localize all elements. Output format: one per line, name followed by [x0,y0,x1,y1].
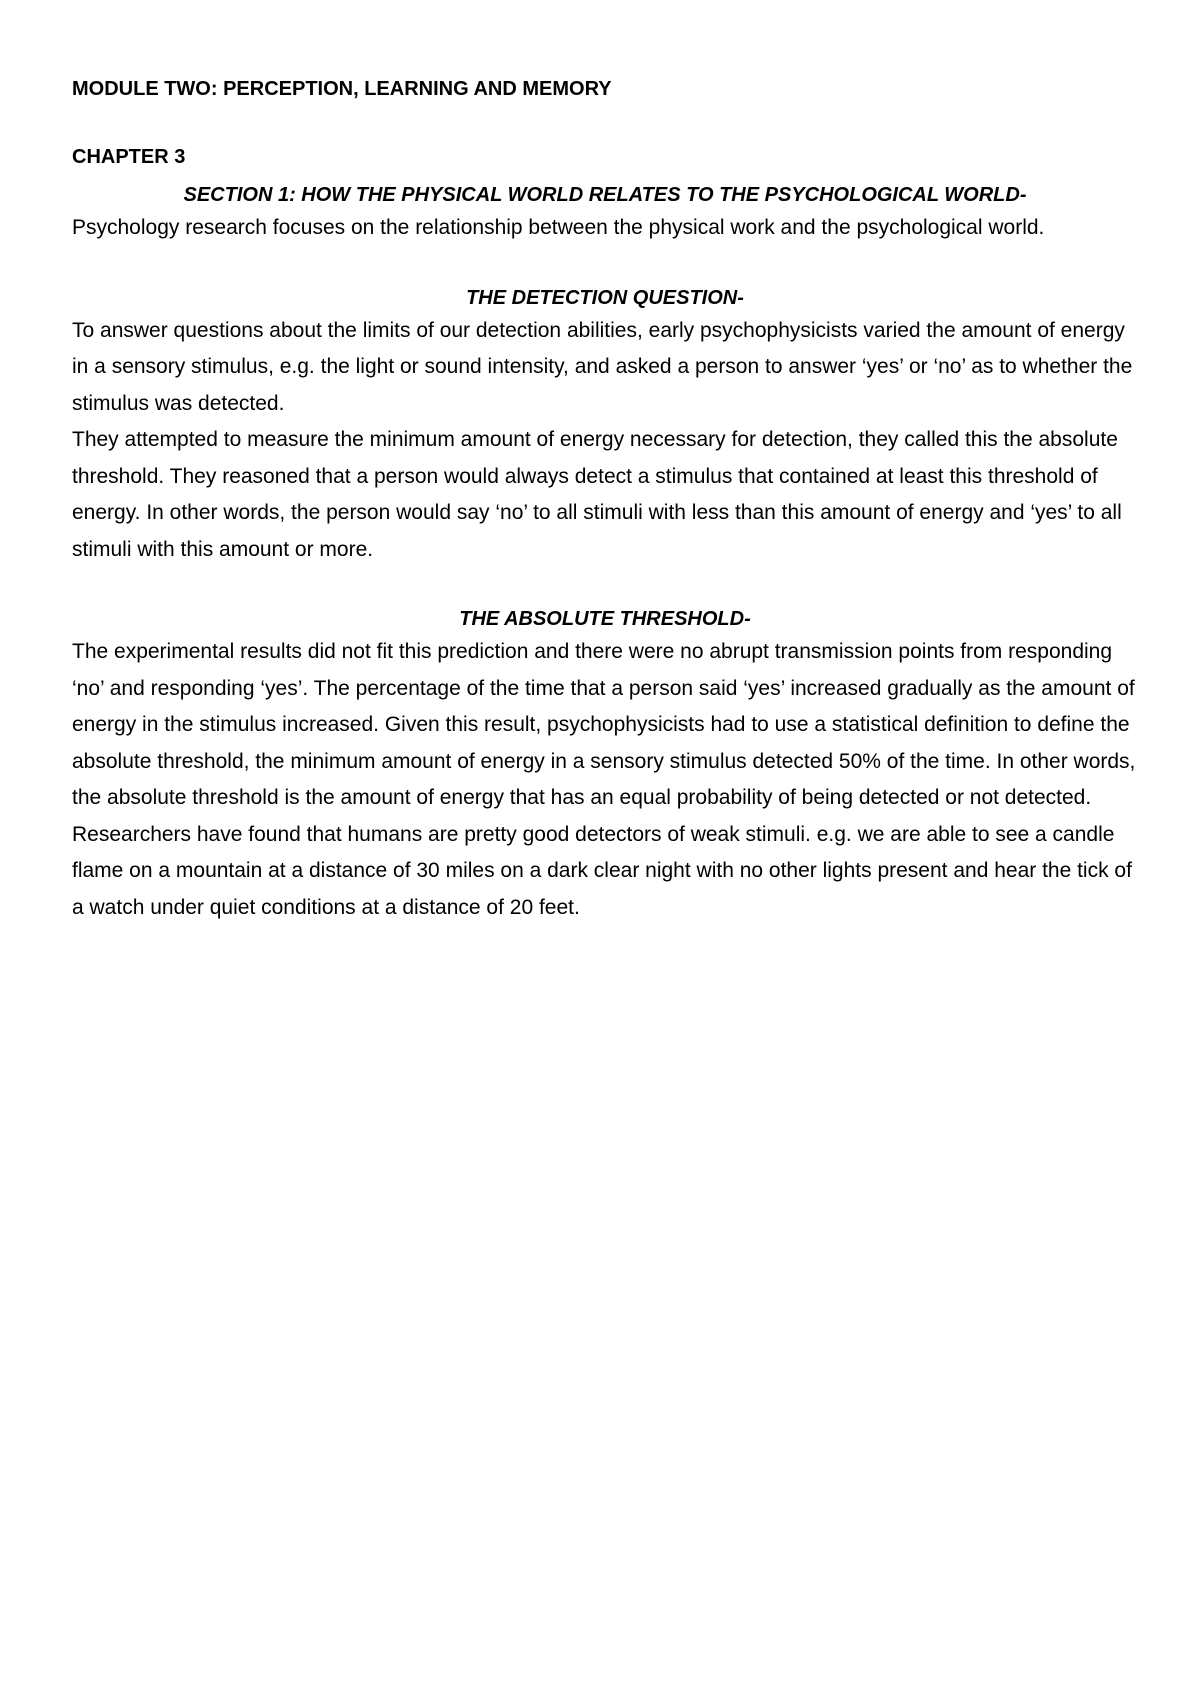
document-content [72,74,1138,926]
paragraph: To answer questions about the limits of our detection abilities, early psychophysicists varied the amount of energy in a sensory stimulus, e.g. the light or sound intensity, and asked a person to answer ‘yes’ or ‘no’ as to whether the stimulus was detected. [72,318,1133,415]
paragraph: They attempted to measure the minimum amount of energy necessary for detection, they called this the absolute threshold. They reasoned that a person would always detect a stimulus that contained at least this threshold of energy. In other words, the person would say ‘no’ to all stimuli with less than this amount of energy and ‘yes’ to all stimuli with this amount or more. [72,428,1122,561]
section-absolute-threshold [72,604,1138,926]
section-heading: SECTION 1: HOW THE PHYSICAL WORLD RELATES TO THE PSYCHOLOGICAL WORLD- [183,184,1027,206]
section-heading: THE DETECTION QUESTION- [466,286,744,309]
module-title: MODULE TWO: PERCEPTION, LEARNING AND MEMORY [72,78,612,100]
section-detection-question [72,283,1138,569]
paragraph: Psychology research focuses on the relationship between the physical work and the psychological world. [72,216,1045,239]
chapter-title: CHAPTER 3 [72,146,186,168]
section-heading: THE ABSOLUTE THRESHOLD- [459,608,751,630]
paragraph: The experimental results did not fit this prediction and there were no abrupt transmission points from responding ‘no’ and responding ‘yes’. The percentage of the time that a person said ‘yes’ increased gradually as the amount of energy in the stimulus increased. Given this result, psychophysicists had to use a statistical definition to define the absolute threshold, the minimum amount of energy in a sensory stimulus detected 50% of the time. In other words, the absolute threshold is the amount of energy that has an equal probability of being detected or not detected. Researchers have found that humans are pretty good detectors of weak stimuli. e.g. we are able to see a candle flame on a mountain at a distance of 30 miles on a dark clear night with no other lights present and hear the tick of a watch under quiet conditions at a distance of 20 feet. [72,640,1136,919]
section-physical-psychological [72,180,1138,247]
